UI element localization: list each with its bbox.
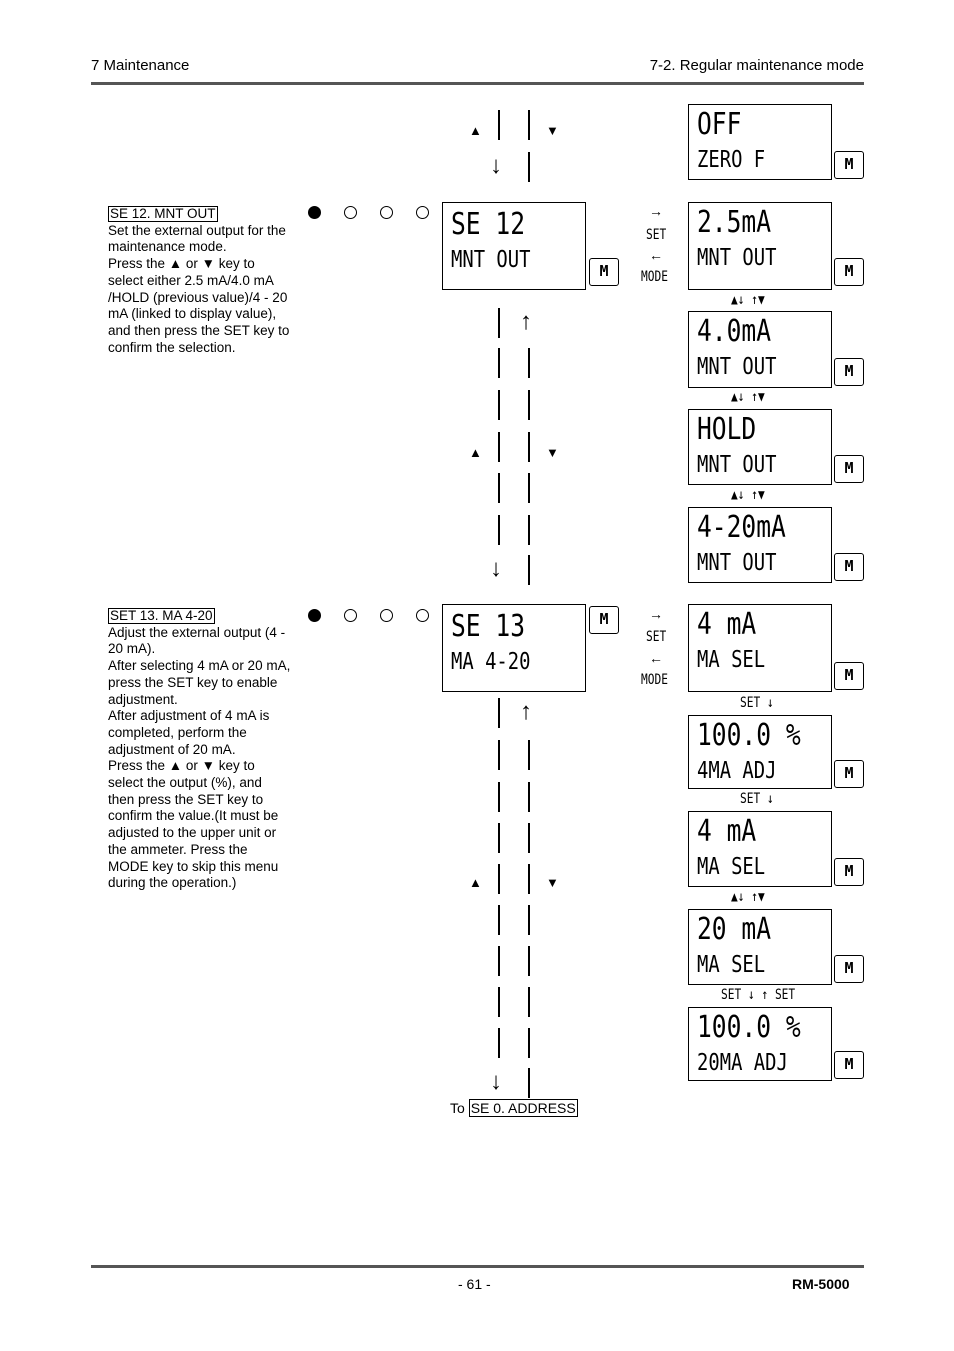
display-line1: 4-20mA xyxy=(697,510,786,545)
flow-line xyxy=(498,782,500,812)
up-triangle-icon: ▲ xyxy=(469,875,482,890)
flow-line xyxy=(528,1028,530,1058)
updown-keys-label: ▲↓ ↑▼ xyxy=(731,889,765,905)
address-link: SE 0. ADDRESS xyxy=(470,1100,576,1116)
flow-line xyxy=(498,348,500,378)
flow-line xyxy=(498,390,500,420)
flow-line xyxy=(498,823,500,853)
section12-description xyxy=(108,206,308,356)
display-4-0ma xyxy=(688,311,832,388)
section12-body: Set the external output for the maintenance mode. Press the ▲ or ▼ key to select either 2.5 mA/4.0 mA /HOLD (previous value)/4 - 20 mA (linked to display value), and then press the SET key to confirm the selection. xyxy=(108,222,290,355)
led-dot-empty xyxy=(416,206,429,219)
updown-keys-label: ▲↓ ↑▼ xyxy=(731,389,765,405)
led-dot-filled xyxy=(308,206,321,219)
section13-title: SET 13. MA 4-20 xyxy=(110,608,213,623)
model-name: RM-5000 xyxy=(792,1276,850,1292)
flow-line xyxy=(498,1028,500,1058)
led-dot-empty xyxy=(380,206,393,219)
display-line2: MA SEL xyxy=(697,647,766,673)
flow-line xyxy=(528,348,530,378)
down-triangle-icon: ▼ xyxy=(546,123,559,138)
up-arrow-icon: ↑ xyxy=(520,698,532,725)
flow-line xyxy=(498,698,500,728)
up-arrow-icon: ↑ xyxy=(520,308,532,335)
led-dot-empty xyxy=(380,609,393,622)
flow-line xyxy=(528,946,530,976)
set-down-label: SET ↓ xyxy=(740,791,774,807)
display-off xyxy=(688,104,832,180)
display-line2: MNT OUT xyxy=(451,247,531,273)
left-arrow-icon: ← xyxy=(649,650,663,666)
up-triangle-icon: ▲ xyxy=(469,445,482,460)
flow-line xyxy=(528,905,530,935)
down-triangle-icon: ▼ xyxy=(546,445,559,460)
down-arrow-icon: ↓ xyxy=(490,555,502,582)
display-hold xyxy=(688,409,832,485)
display-line2: MNT OUT xyxy=(697,452,777,478)
display-line2: MNT OUT xyxy=(697,550,777,576)
down-arrow-icon: ↓ xyxy=(490,152,502,179)
display-line1: SE 12 xyxy=(451,207,526,242)
next-menu-note xyxy=(450,1100,578,1116)
mode-label: MODE xyxy=(641,269,668,285)
right-arrow-icon: → xyxy=(649,606,663,622)
down-triangle-icon: ▼ xyxy=(546,875,559,890)
led-dot-filled xyxy=(308,609,321,622)
m-key-button[interactable]: M xyxy=(834,760,864,788)
display-line1: 4.0mA xyxy=(697,314,772,349)
display-line1: HOLD xyxy=(697,412,757,447)
flow-line xyxy=(498,740,500,770)
header-section: 7-2. Regular maintenance mode xyxy=(649,57,864,74)
section12-title: SE 12. MNT OUT xyxy=(110,206,216,221)
display-line1: 4 mA xyxy=(697,607,757,642)
set-down-up-set-label: SET ↓ ↑ SET xyxy=(721,987,796,1003)
section13-description xyxy=(108,608,308,892)
led-dot-empty xyxy=(416,609,429,622)
set-label: SET xyxy=(646,227,667,243)
flow-line xyxy=(528,555,530,585)
right-arrow-icon: → xyxy=(649,203,663,219)
display-line2: MA 4-20 xyxy=(451,649,531,675)
m-key-button[interactable]: M xyxy=(834,358,864,386)
flow-line xyxy=(528,473,530,503)
header-rule xyxy=(91,82,864,85)
m-key-button[interactable]: M xyxy=(834,955,864,983)
flow-line xyxy=(498,864,500,894)
display-4ma-sel xyxy=(688,604,832,692)
display-4ma-adj xyxy=(688,715,832,789)
flow-line xyxy=(498,110,500,140)
set-label: SET xyxy=(646,629,667,645)
led-dot-empty xyxy=(344,206,357,219)
display-line2: ZERO F xyxy=(697,147,766,173)
display-line1: 2.5mA xyxy=(697,205,772,240)
display-line1: 4 mA xyxy=(697,814,757,849)
flow-line xyxy=(528,782,530,812)
display-line1: 100.0 % xyxy=(697,718,801,753)
flow-line xyxy=(498,987,500,1017)
display-line2: MNT OUT xyxy=(697,354,777,380)
display-2-5ma xyxy=(688,202,832,290)
left-arrow-icon: ← xyxy=(649,247,663,263)
m-key-button[interactable]: M xyxy=(834,1051,864,1079)
display-20ma-adj xyxy=(688,1007,832,1081)
flow-line xyxy=(528,1068,530,1098)
display-se12 xyxy=(442,202,586,290)
down-arrow-icon: ↓ xyxy=(490,1068,502,1095)
flow-line xyxy=(528,864,530,894)
flow-line xyxy=(498,905,500,935)
updown-keys-label: ▲↓ ↑▼ xyxy=(731,487,765,503)
m-key-button[interactable]: M xyxy=(834,662,864,690)
updown-keys-label: ▲↓ ↑▼ xyxy=(731,292,765,308)
flow-line xyxy=(498,946,500,976)
display-line2: MA SEL xyxy=(697,952,766,978)
display-line2: 4MA ADJ xyxy=(697,758,777,784)
flow-line xyxy=(528,110,530,140)
flow-line xyxy=(498,515,500,545)
display-line2: MA SEL xyxy=(697,854,766,880)
m-key-button[interactable]: M xyxy=(834,455,864,483)
m-key-button[interactable]: M xyxy=(834,858,864,886)
display-line1: 20 mA xyxy=(697,912,772,947)
display-4ma-sel-2 xyxy=(688,811,832,887)
display-line2: MNT OUT xyxy=(697,245,777,271)
up-triangle-icon: ▲ xyxy=(469,123,482,138)
flow-line xyxy=(498,308,500,338)
flow-line xyxy=(528,740,530,770)
page-number: - 61 - xyxy=(458,1276,491,1292)
m-key-button[interactable]: M xyxy=(834,258,864,286)
flow-line xyxy=(528,432,530,462)
m-key-button[interactable]: M xyxy=(589,258,619,286)
display-line2: 20MA ADJ xyxy=(697,1050,788,1076)
m-key-button[interactable]: M xyxy=(834,553,864,581)
m-key-button[interactable]: M xyxy=(834,151,864,179)
flow-line xyxy=(498,432,500,462)
header-chapter: 7 Maintenance xyxy=(91,57,190,74)
section13-body: Adjust the external output (4 - 20 mA). After selecting 4 mA or 20 mA, press the SET key to enable adjustment. After adjustment of 4 mA is completed, perform the adjustment of 20 mA. Press the ▲ or ▼ key to select the output (%), and then press the SET key to confirm the value.(It must be adjusted to the upper unit or the ammeter. Press the MODE key to skip this menu during the operation.) xyxy=(108,624,291,891)
flow-line xyxy=(528,390,530,420)
display-line1: OFF xyxy=(697,107,742,142)
to-label: To xyxy=(450,1100,465,1116)
flow-line xyxy=(528,987,530,1017)
display-line1: SE 13 xyxy=(451,609,526,644)
flow-line xyxy=(498,473,500,503)
display-4-20ma xyxy=(688,507,832,583)
set-down-label: SET ↓ xyxy=(740,695,774,711)
footer-rule xyxy=(91,1265,864,1268)
mode-label: MODE xyxy=(641,672,668,688)
flow-line xyxy=(528,152,530,182)
display-se13 xyxy=(442,604,586,692)
led-dot-empty xyxy=(344,609,357,622)
m-key-button[interactable]: M xyxy=(589,606,619,634)
flow-line xyxy=(528,515,530,545)
display-line1: 100.0 % xyxy=(697,1010,801,1045)
flow-line xyxy=(528,823,530,853)
display-20ma-sel xyxy=(688,909,832,985)
